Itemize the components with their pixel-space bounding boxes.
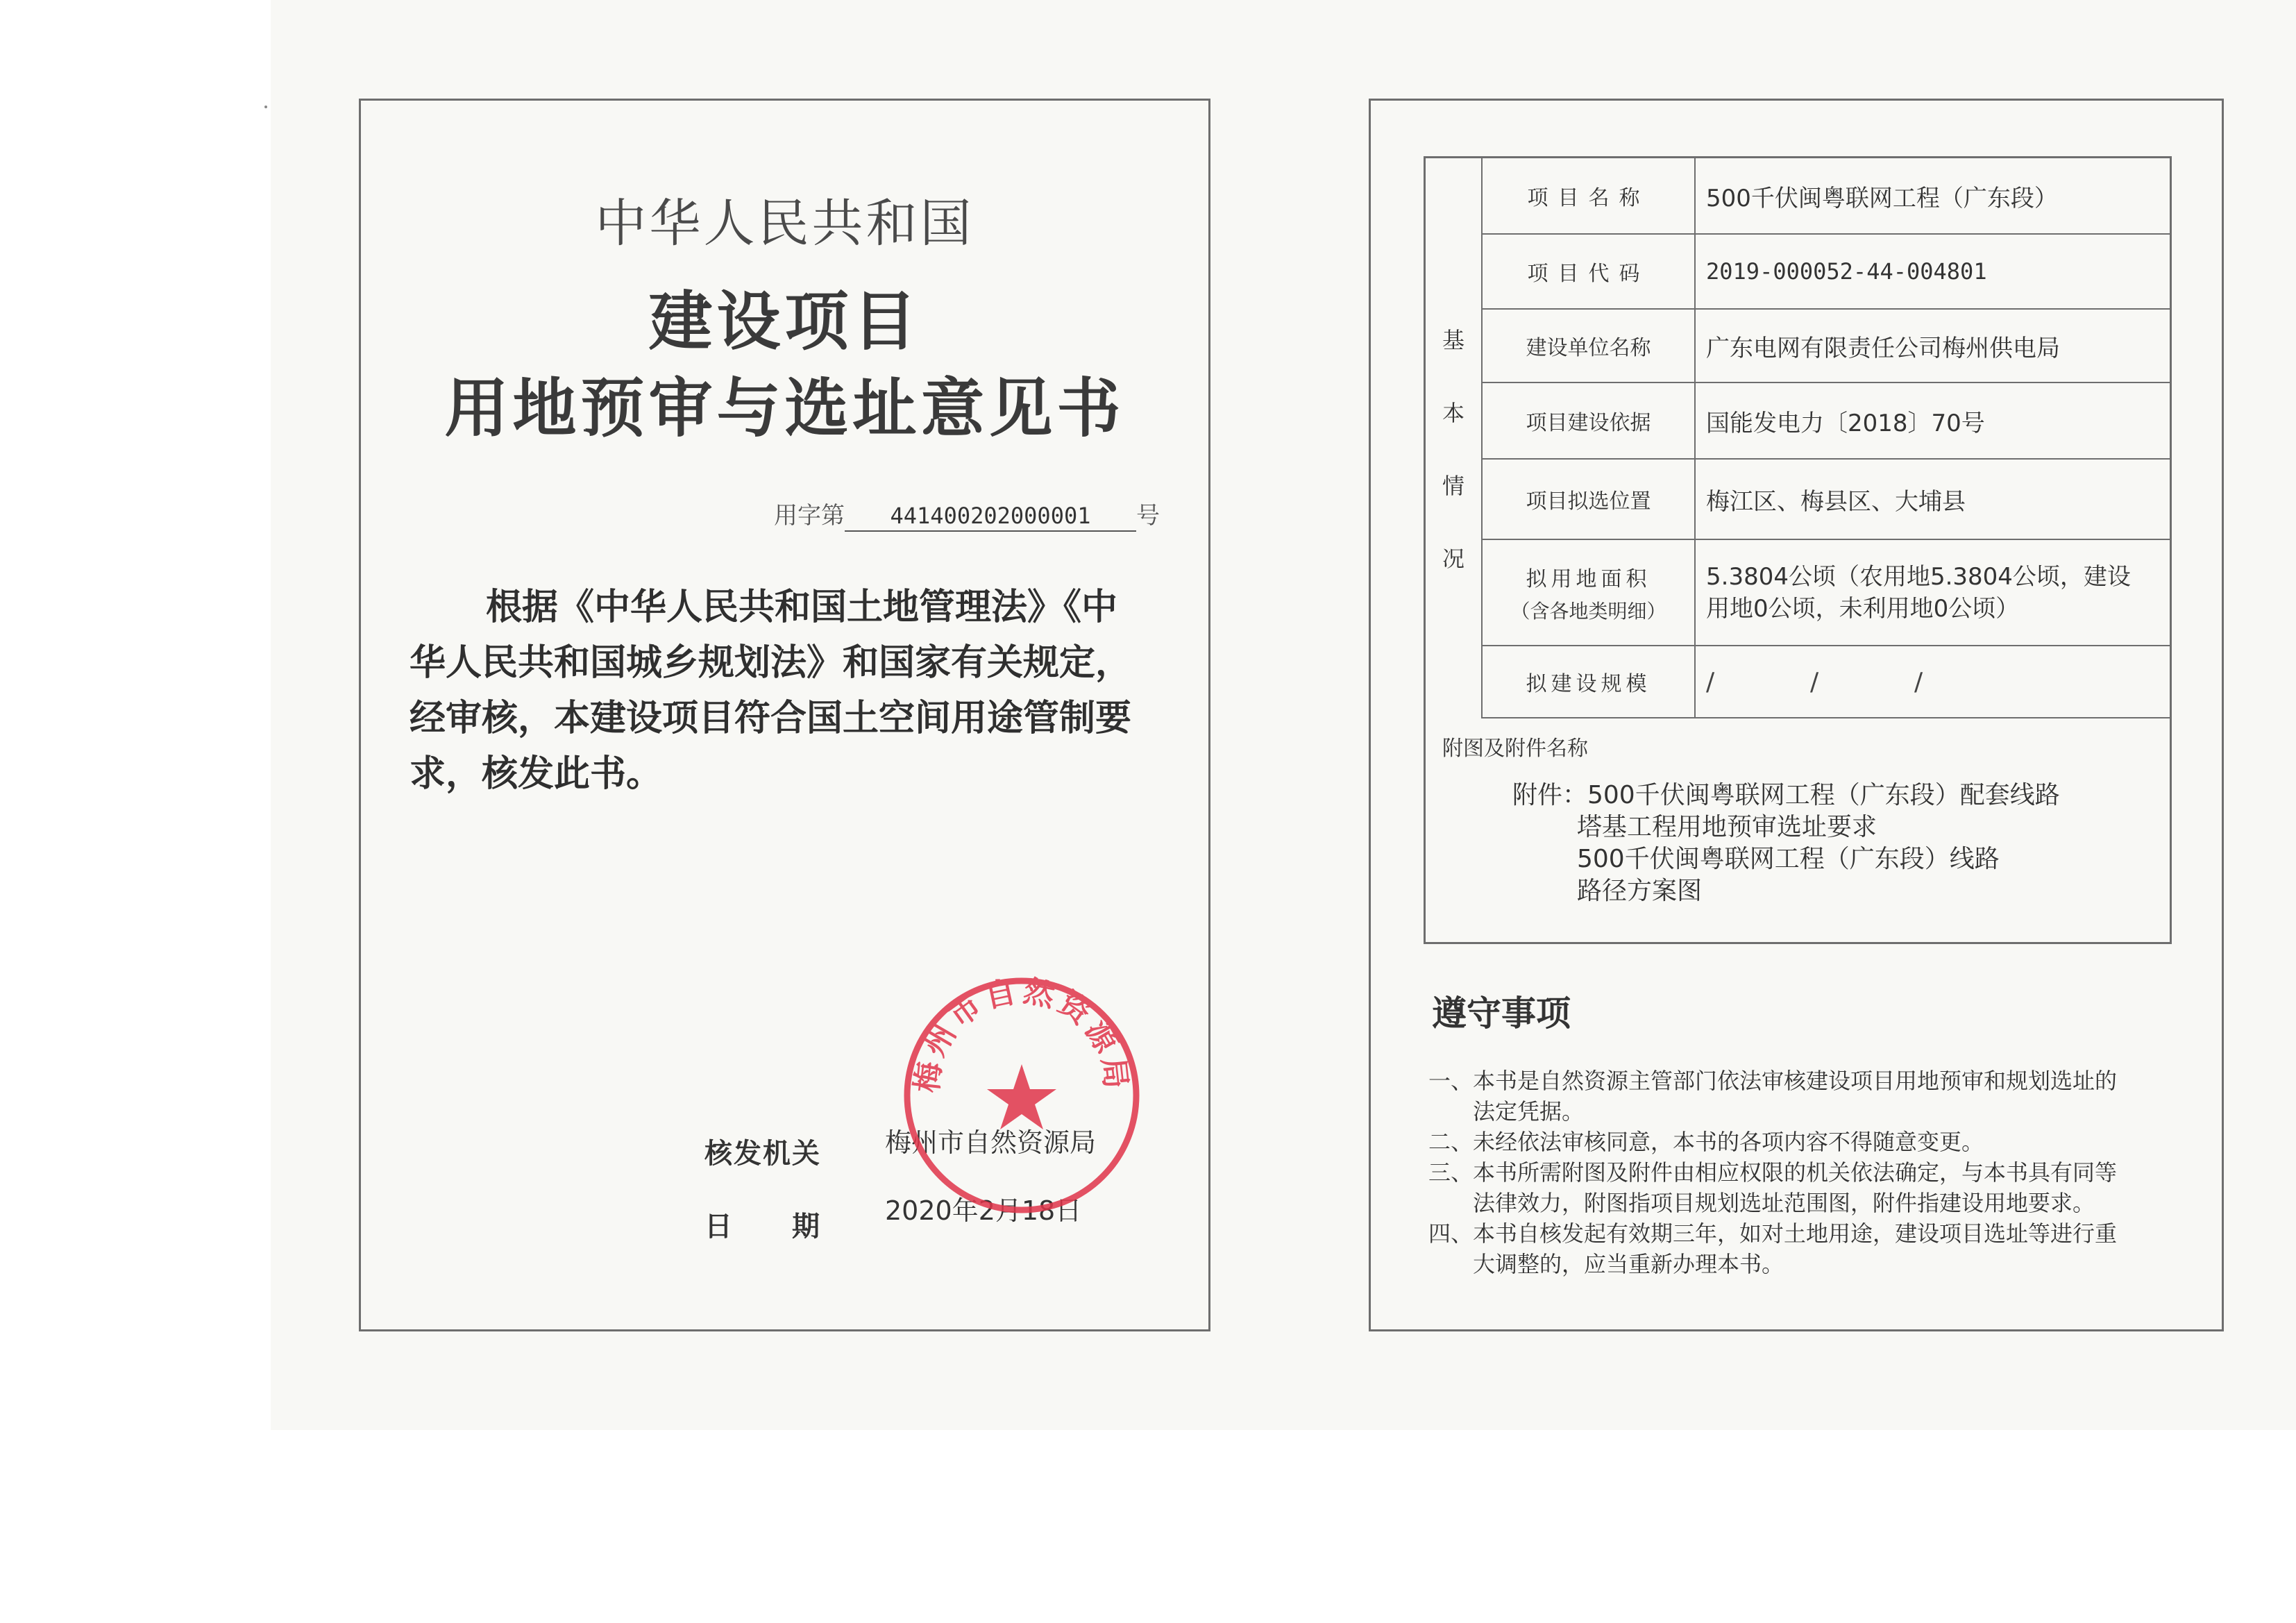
- left-page: [359, 99, 1210, 1331]
- empty-slash: /: [1914, 667, 1923, 696]
- row-value: 2019-000052-44-004801: [1706, 258, 1987, 285]
- row-project-name: [1483, 158, 2172, 235]
- issuer-label: 核发机关: [704, 1138, 821, 1170]
- basic-info-table: [1424, 156, 2172, 944]
- row-label-sub: （含各地类明细）: [1510, 599, 1666, 623]
- scan-speck: [264, 106, 267, 108]
- row-value: 国能发电力〔2018〕70号: [1706, 409, 1985, 437]
- doc-no-prefix: 用字第: [774, 502, 845, 530]
- body-line: 经审核，本建设项目符合国土空间用途管制要: [410, 698, 1132, 739]
- compliance-list: [1428, 1066, 2192, 1279]
- compliance-line: 法定凭据。: [1473, 1098, 1585, 1125]
- attachment-line: 塔基工程用地预审选址要求: [1577, 813, 1877, 841]
- body-line: 根据《中华人民共和国土地管理法》《中: [486, 587, 1118, 628]
- row-label: 建设单位名称: [1483, 310, 1696, 382]
- empty-slash: /: [1706, 667, 1715, 696]
- row-builder: [1483, 310, 2172, 383]
- compliance-title: 遵守事项: [1432, 993, 1571, 1034]
- row-land-area: [1483, 540, 2172, 646]
- compliance-line: 大调整的，应当重新办理本书。: [1473, 1251, 1784, 1277]
- body-text: [410, 580, 1166, 802]
- compliance-line: 法律效力，附图指项目规划选址范围图，附件指建设用地要求。: [1473, 1190, 2095, 1216]
- attachment-line: 附件：500千伏闽粤联网工程（广东段）配套线路: [1512, 781, 2060, 809]
- document-number: [774, 496, 1160, 532]
- attachment-line: 路径方案图: [1577, 877, 1703, 905]
- document-title-line2: 用地预审与选址意见书: [444, 371, 1125, 446]
- seal-star-icon: [987, 1064, 1056, 1129]
- row-value: 广东电网有限责任公司梅州供电局: [1706, 334, 2060, 362]
- compliance-line: 四、本书自核发起有效期三年，如对土地用途，建设项目选址等进行重: [1428, 1220, 2118, 1247]
- body-line: 求，核发此书。: [410, 753, 663, 795]
- attachments-title: 附图及附件名称: [1442, 737, 1588, 761]
- attachment-line: 500千伏闽粤联网工程（广东段）线路: [1577, 845, 2000, 873]
- row-label: 项目代码: [1483, 235, 1696, 308]
- row-label: 拟建设规模: [1483, 646, 1696, 717]
- date-label: 日 期: [704, 1211, 821, 1243]
- compliance-line: 三、本书所需附图及附件由相应权限的机关依法确定，与本书具有同等: [1428, 1159, 2118, 1186]
- issuer-value: 梅州市自然资源局: [885, 1127, 1097, 1158]
- date-value: 2020年2月18日: [885, 1195, 1082, 1226]
- row-value: 500千伏闽粤联网工程（广东段）: [1706, 184, 2058, 212]
- doc-no-value: 441400202000001: [845, 503, 1136, 532]
- section-label-char: 基: [1442, 327, 1464, 353]
- empty-slash: /: [1810, 667, 1819, 696]
- document-title-line1: 建设项目: [648, 284, 921, 359]
- section-label-char: 情: [1442, 473, 1464, 499]
- section-label-char: 本: [1442, 400, 1464, 426]
- row-value: 梅江区、梅县区、大埔县: [1706, 487, 1966, 516]
- seal-text: 梅州市自然资源局: [909, 974, 1134, 1095]
- row-location: [1483, 460, 2172, 540]
- row-label: 项目拟选位置: [1483, 460, 1696, 539]
- row-basis: [1483, 383, 2172, 460]
- row-label: [1483, 540, 1696, 645]
- attachments-list: [1512, 780, 2165, 907]
- row-value-line: 5.3804公顷（农用地5.3804公顷，建设: [1706, 562, 2131, 591]
- compliance-line: 二、未经依法审核同意，本书的各项内容不得随意变更。: [1428, 1129, 1984, 1155]
- row-project-code: [1483, 235, 2172, 310]
- row-scale: [1483, 646, 2172, 718]
- official-seal: [900, 974, 1143, 1217]
- section-label-column: [1426, 158, 1483, 718]
- row-label-main: 拟用地面积: [1526, 566, 1651, 591]
- row-value-line: 用地0公顷，未利用地0公顷）: [1706, 594, 2020, 623]
- section-label-char: 况: [1442, 546, 1464, 572]
- row-value: [1706, 540, 2164, 645]
- row-label: 项目名称: [1483, 158, 1696, 233]
- row-value: [1706, 646, 2164, 717]
- doc-no-suffix: 号: [1136, 502, 1160, 530]
- right-page: [1369, 99, 2224, 1331]
- row-label: 项目建设依据: [1483, 383, 1696, 458]
- country-name: 中华人民共和国: [595, 194, 974, 253]
- body-line: 华人民共和国城乡规划法》和国家有关规定，: [410, 642, 1132, 684]
- compliance-line: 一、本书是自然资源主管部门依法审核建设项目用地预审和规划选址的: [1428, 1068, 2118, 1094]
